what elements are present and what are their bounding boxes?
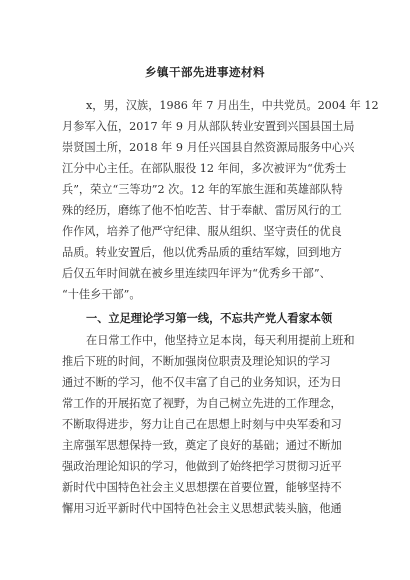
document-title: 乡镇干部先进事迹材料 xyxy=(145,65,265,79)
section-line-7: 强政治理论知识的学习，他做到了始终把学习贯彻习近平 xyxy=(62,460,342,473)
intro-line-1: x，男，汉族，1986 年 7 月出生，中共党员。2004 年 12 xyxy=(86,99,379,112)
intro-line-7: 作作风，培养了他严守纪律、服从组织、坚守责任的优良 xyxy=(62,225,342,238)
intro-line-4: 江分中心主任。在部队服役 12 年间，多次被评为“优秀士 xyxy=(62,162,347,175)
section-heading: 一、立足理论学习第一线，不忘共产党人看家本领 xyxy=(86,311,333,325)
section-line-5: 不断取得进步，努力让自己在思想上时刻与中央军委和习 xyxy=(62,418,342,431)
section-line-4: 常工作的开展拓宽了视野，为自己树立先进的工作理念， xyxy=(62,397,342,410)
intro-line-3: 崇贤国土所，2018 年 9 月任兴国县自然资源局服务中心兴 xyxy=(62,141,355,154)
intro-line-8: 品质。转业安置后，他以优秀品质的重结军嫁，回到地方 xyxy=(62,246,342,259)
section-line-3: 通过不断的学习，他不仅丰富了自己的业务知识，还为日 xyxy=(62,376,342,389)
intro-line-2: 月参军入伍，2017 年 9 月从部队转业安置到兴国县国土局 xyxy=(62,120,355,133)
section-line-6: 主席强军思想保持一致，奠定了良好的基础；通过不断加 xyxy=(62,439,342,452)
intro-line-9: 后仅五年时间就在被乡里连续四年评为“优秀乡干部”、 xyxy=(62,267,331,280)
intro-line-6: 殊的经历，磨练了他不怕吃苦、甘于奉献、雷厉风行的工 xyxy=(62,204,342,217)
section-line-2: 推后下班的时间，不断加强岗位职责及理论知识的学习 xyxy=(62,355,331,368)
section-line-9: 懈用习近平新时代中国特色社会主义思想武装头脑，他通 xyxy=(62,502,342,515)
intro-line-10: “十佳乡干部”。 xyxy=(62,288,141,301)
intro-line-5: 兵”，荣立“三等功”2 次。12 年的军旅生涯和英雄部队特 xyxy=(62,183,343,196)
section-line-8: 新时代中国特色社会主义思想摆在首要位置，能够坚持不 xyxy=(62,481,342,494)
section-line-1: 在日常工作中，他坚持立足本岗，每天利用提前上班和 xyxy=(86,334,355,347)
